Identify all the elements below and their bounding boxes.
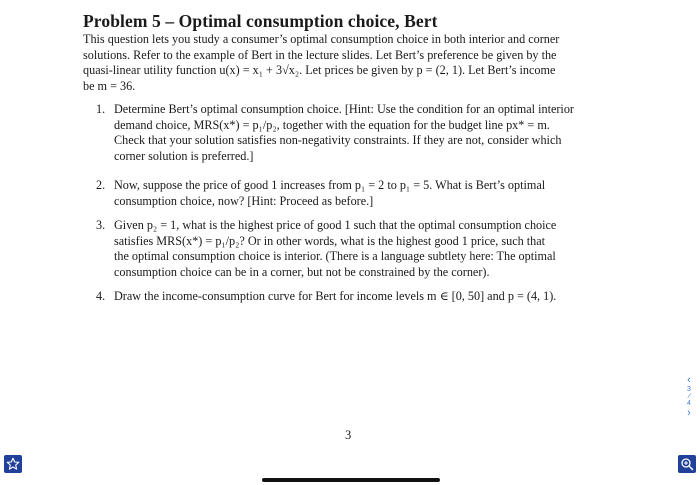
list-item bbox=[96, 289, 623, 305]
list-item bbox=[96, 218, 623, 280]
zoom-button[interactable] bbox=[678, 455, 696, 473]
item-line: Draw the income-consumption curve for Bert for income levels m ∈ [0, 50] and p = (4, 1). bbox=[114, 289, 557, 303]
page-title: Problem 5 – Optimal consumption choice, Bert bbox=[83, 11, 438, 31]
item-text bbox=[114, 218, 623, 280]
current-page-indicator: 3 bbox=[687, 386, 691, 393]
item-line: the optimal consumption choice is interior. (There is a language subtlety here: The optimal bbox=[114, 249, 556, 263]
chevron-up-icon[interactable]: ‹ bbox=[687, 374, 691, 386]
intro-line: quasi-linear utility function u(x) = x₁ + 3√x₂. Let prices be given by p = (2, 1). Let Bert’s income bbox=[83, 63, 556, 77]
item-line: Determine Bert’s optimal consumption choice. [Hint: Use the condition for an optimal interior bbox=[114, 102, 574, 116]
item-number: 4. bbox=[96, 289, 106, 303]
item-text bbox=[114, 102, 623, 164]
item-line: corner solution is preferred.] bbox=[114, 148, 254, 163]
chevron-down-icon[interactable]: › bbox=[687, 407, 691, 419]
item-line: consumption choice, now? [Hint: Proceed as before.] bbox=[114, 193, 374, 208]
item-number: 3. bbox=[96, 218, 106, 232]
page-number: 3 bbox=[345, 428, 352, 442]
total-pages-indicator: 4 bbox=[687, 400, 691, 407]
home-indicator[interactable] bbox=[262, 478, 440, 482]
intro-line: solutions. Refer to the example of Bert in the lecture slides. Let Bert’s preference be given by the bbox=[83, 47, 557, 62]
item-line: Check that your solution satisfies non-negativity constraints. If they are not, consider which bbox=[114, 133, 562, 147]
page-separator: / bbox=[686, 392, 692, 401]
page-navigator bbox=[682, 374, 696, 419]
intro-paragraph bbox=[83, 32, 623, 94]
intro-line: This question lets you study a consumer’s optimal consumption choice in both interior and corner bbox=[83, 32, 560, 46]
zoom-icon bbox=[680, 457, 694, 471]
item-line: consumption choice can be in a corner, but not be constrained by the corner). bbox=[114, 264, 490, 279]
item-number: 1. bbox=[96, 102, 106, 116]
star-icon bbox=[6, 457, 20, 471]
list-item bbox=[96, 178, 623, 209]
item-text bbox=[114, 289, 623, 305]
intro-line: be m = 36. bbox=[83, 78, 136, 93]
item-line: Given p₂ = 1, what is the highest price of good 1 such that the optimal consumption choice bbox=[114, 218, 557, 232]
item-number: 2. bbox=[96, 178, 106, 192]
item-text bbox=[114, 178, 623, 209]
item-line: satisfies MRS(x*) = p₁/p₂? Or in other words, what is the highest good 1 price, such that bbox=[114, 233, 546, 248]
item-line: Now, suppose the price of good 1 increases from p₁ = 2 to p₁ = 5. What is Bert’s optimal bbox=[114, 178, 546, 192]
bookmark-button[interactable] bbox=[4, 455, 22, 473]
item-line: demand choice, MRS(x*) = p₁/p₂, together with the equation for the budget line px* = m. bbox=[114, 117, 550, 132]
list-item bbox=[96, 102, 623, 164]
